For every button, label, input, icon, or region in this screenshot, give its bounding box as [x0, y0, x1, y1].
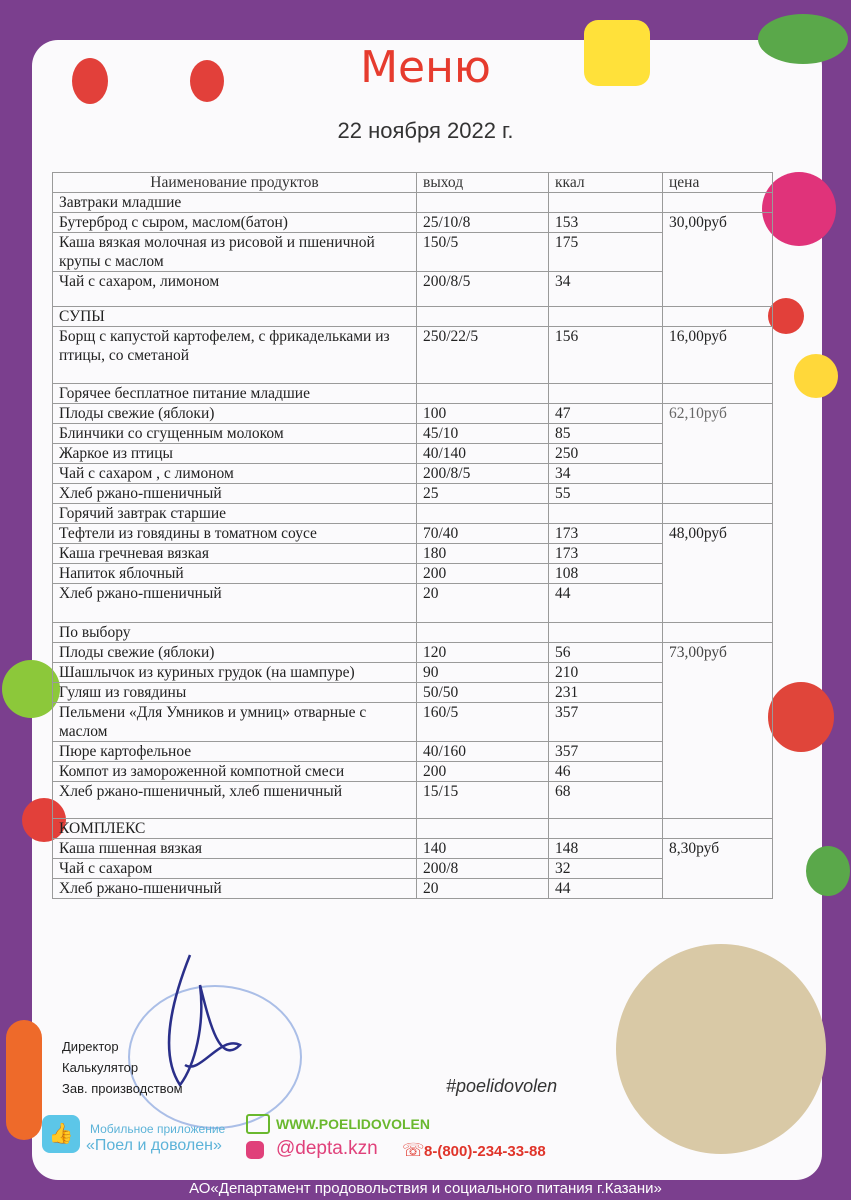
dish-output: 200 [417, 762, 549, 782]
head-of-production-label: Зав. производством [62, 1081, 183, 1096]
dish-kcal: 173 [549, 544, 663, 564]
section-title: По выбору [53, 623, 417, 643]
dish-kcal: 68 [549, 782, 663, 819]
dish-output: 140 [417, 839, 549, 859]
instagram-handle[interactable]: @depta.kzn [276, 1138, 378, 1159]
dish-output: 180 [417, 544, 549, 564]
dish-name: Чай с сахаром , с лимоном [53, 464, 417, 484]
dish-output: 70/40 [417, 524, 549, 544]
dish-output: 200/8/5 [417, 272, 549, 307]
dish-name: Борщ с капустой картофелем, с фрикадельками из птицы, со сметаной [53, 327, 417, 384]
organization-name: АО«Департамент продовольствия и социального питания г.Казани» [189, 1180, 662, 1197]
meat-character-icon [768, 682, 834, 752]
table-row [53, 524, 773, 544]
dish-output: 25/10/8 [417, 213, 549, 233]
section-price: 73,00руб [663, 643, 773, 819]
section-row [53, 623, 773, 643]
header-output: выход [417, 173, 549, 193]
table-row [53, 213, 773, 233]
dish-output: 20 [417, 584, 549, 623]
dish-name: Компот из замороженной компотной смеси [53, 762, 417, 782]
dish-kcal: 85 [549, 424, 663, 444]
dish-kcal: 231 [549, 683, 663, 703]
dish-output: 90 [417, 663, 549, 683]
dish-name: Чай с сахаром, лимоном [53, 272, 417, 307]
website-link[interactable]: WWW.POELIDOVOLEN [276, 1116, 430, 1132]
dish-kcal: 156 [549, 327, 663, 384]
dish-kcal: 34 [549, 272, 663, 307]
dish-name: Чай с сахаром [53, 859, 417, 879]
dish-output: 50/50 [417, 683, 549, 703]
director-label: Директор [62, 1039, 119, 1054]
page-title: Меню [360, 42, 491, 93]
dish-output: 250/22/5 [417, 327, 549, 384]
section-title: СУПЫ [53, 307, 417, 327]
dish-name: Хлеб ржано-пшеничный [53, 484, 417, 504]
section-row [53, 384, 773, 404]
section-title: Завтраки младшие [53, 193, 417, 213]
broccoli-banana-characters-icon [616, 944, 826, 1154]
table-row [53, 643, 773, 663]
section-title: Горячий завтрак старшие [53, 504, 417, 524]
dish-name: Пельмени «Для Умников и умниц» отварные с маслом [53, 703, 417, 742]
phone-number[interactable]: 8-(800)-234-33-88 [424, 1143, 546, 1160]
dish-name: Хлеб ржано-пшеничный [53, 584, 417, 623]
dish-output: 40/160 [417, 742, 549, 762]
dish-kcal: 357 [549, 703, 663, 742]
dish-output: 120 [417, 643, 549, 663]
section-row [53, 307, 773, 327]
app-label: Мобильное приложение [90, 1122, 226, 1136]
dish-name: Бутерброд с сыром, маслом(батон) [53, 213, 417, 233]
dish-kcal: 108 [549, 564, 663, 584]
menu-table [52, 172, 773, 899]
dish-name: Жаркое из птицы [53, 444, 417, 464]
section-price: 16,00руб [663, 327, 773, 384]
table-row [53, 404, 773, 424]
dish-output: 160/5 [417, 703, 549, 742]
dish-kcal: 153 [549, 213, 663, 233]
dish-name: Гуляш из говядины [53, 683, 417, 703]
lemon-character-icon [794, 354, 838, 398]
dish-output: 20 [417, 879, 549, 899]
dish-name: Напиток яблочный [53, 564, 417, 584]
section-row [53, 504, 773, 524]
dish-kcal: 44 [549, 584, 663, 623]
menu-date: 22 ноября 2022 г. [337, 118, 514, 143]
dish-output: 200/8 [417, 859, 549, 879]
phone-icon: ☏ [402, 1140, 425, 1160]
section-price: 48,00руб [663, 524, 773, 623]
tomato-character-icon [768, 298, 804, 334]
dish-kcal: 47 [549, 404, 663, 424]
section-price: 8,30руб [663, 839, 773, 899]
dish-kcal: 175 [549, 233, 663, 272]
header-name: Наименование продуктов [53, 173, 417, 193]
dish-kcal: 210 [549, 663, 663, 683]
section-row [53, 819, 773, 839]
dish-kcal: 56 [549, 643, 663, 663]
dish-kcal: 34 [549, 464, 663, 484]
section-title: КОМПЛЕКС [53, 819, 417, 839]
dish-output: 200/8/5 [417, 464, 549, 484]
carrot-character-icon [6, 1020, 42, 1140]
dish-kcal: 55 [549, 484, 663, 504]
dish-name: Хлеб ржано-пшеничный, хлеб пшеничный [53, 782, 417, 819]
table-row [53, 484, 773, 504]
hashtag: #poelidovolen [446, 1076, 558, 1096]
dish-output: 150/5 [417, 233, 549, 272]
section-price: 30,00руб [663, 213, 773, 307]
dish-output: 100 [417, 404, 549, 424]
dish-output: 200 [417, 564, 549, 584]
dish-name: Каша пшенная вязкая [53, 839, 417, 859]
app-icon[interactable]: 👍 [42, 1115, 80, 1153]
dish-name: Хлеб ржано-пшеничный [53, 879, 417, 899]
calculator-label: Калькулятор [62, 1060, 139, 1075]
dish-output: 25 [417, 484, 549, 504]
dish-kcal: 32 [549, 859, 663, 879]
signature-block [62, 1036, 183, 1099]
app-name: «Поел и доволен» [86, 1137, 222, 1154]
dish-name: Шашлычок из куриных грудок (на шампуре) [53, 663, 417, 683]
header-price: цена [663, 173, 773, 193]
dish-name: Тефтели из говядины в томатном соусе [53, 524, 417, 544]
section-row [53, 193, 773, 213]
table-row [53, 327, 773, 384]
table-row [53, 839, 773, 859]
beet-character-icon [762, 172, 836, 246]
dish-kcal: 250 [549, 444, 663, 464]
header-kcal: ккал [549, 173, 663, 193]
section-title: Горячее бесплатное питание младшие [53, 384, 417, 404]
dish-name: Плоды свежие (яблоки) [53, 643, 417, 663]
dish-name: Каша гречневая вязкая [53, 544, 417, 564]
dish-output: 15/15 [417, 782, 549, 819]
table-header-row [53, 173, 773, 193]
dish-kcal: 357 [549, 742, 663, 762]
dish-name: Каша вязкая молочная из рисовой и пшеничной крупы с маслом [53, 233, 417, 272]
dish-kcal: 148 [549, 839, 663, 859]
dish-name: Плоды свежие (яблоки) [53, 404, 417, 424]
dish-kcal: 173 [549, 524, 663, 544]
dish-name: Блинчики со сгущенным молоком [53, 424, 417, 444]
dish-kcal: 44 [549, 879, 663, 899]
dish-output: 40/140 [417, 444, 549, 464]
dish-output: 45/10 [417, 424, 549, 444]
leaf-icon [806, 846, 850, 896]
section-price: 62,10руб [663, 404, 773, 484]
web-icon [246, 1114, 270, 1134]
dish-kcal: 46 [549, 762, 663, 782]
instagram-icon [246, 1141, 264, 1159]
dish-name: Пюре картофельное [53, 742, 417, 762]
